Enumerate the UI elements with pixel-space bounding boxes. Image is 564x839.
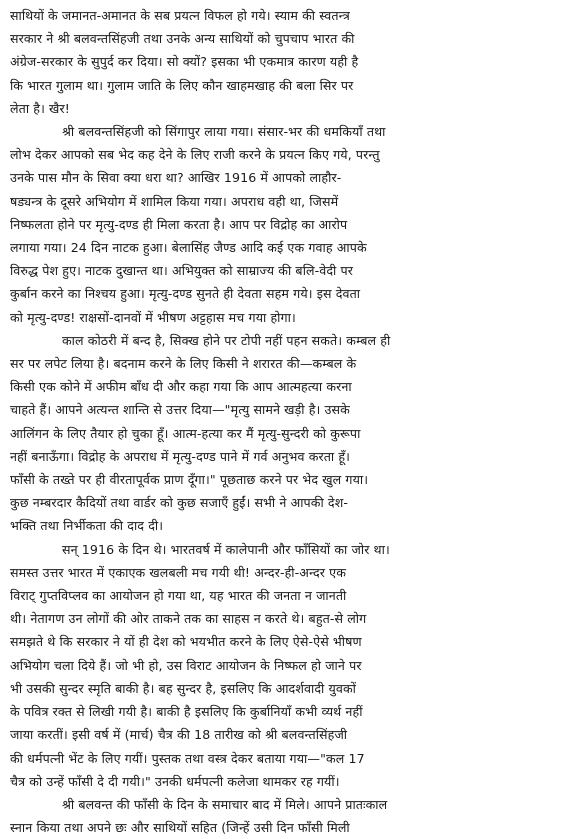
paragraph-5 [10, 793, 554, 839]
text-line: उनके पास मौन के सिवा क्या धरा था? आखिर 1916 में आपको लाहौर- [10, 170, 342, 186]
text-line: साथियों के जमानत-अमानत के सब प्रयत्न विफल हो गये। स्याम की स्वतन्त्र [10, 8, 350, 23]
paragraph-3 [10, 329, 554, 538]
text-line: काल कोठरी में बन्द है, सिक्ख होने पर टोपी नहीं पहन सकते। कम्बल ही [62, 332, 391, 348]
text-line: की धर्मपत्नी भेंट के लिए गयीं। पुस्तक तथा वस्त्र देकर बताया गया—"कल 17 [10, 750, 365, 766]
text-line: फाँसी के तख्ते पर ही वीरतापूर्वक प्राण दूँगा।" पूछताछ करने पर भेद खुल गया। [10, 472, 369, 488]
text-line: षड्यन्त्र के दूसरे अभियोग में शामिल किया गया। अपराध वही था, जिसमें [10, 193, 339, 209]
text-line: लोभ देकर आपको सब भेद कह देने के लिए राजी करने के प्रयत्न किए गये, परन्तु [10, 147, 380, 163]
text-line: सन् 1916 के दिन थे। भारतवर्ष में कालेपानी और फाँसियों का जोर था। [62, 541, 390, 557]
text-line: विरुद्ध पेश हुए। नाटक दुखान्त था। अभियुक्त को साम्राज्य की बलि-वेदी पर [10, 263, 353, 279]
text-line: लेता है। खैर! [10, 100, 70, 116]
text-line: चाहते हैं। आपने अत्यन्त शान्ति से उत्तर दिया—"मृत्यु सामने खड़ी है। उसके [10, 402, 350, 418]
text-line: सरकार ने श्री बलवन्तसिंहजी तथा उनके अन्य साथियों को चुपचाप भारत की [10, 31, 355, 47]
text-line: निष्फलता होने पर मृत्यु-दण्ड ही मिला करता है। आप पर विद्रोह का आरोप [10, 216, 348, 232]
text-line: के पवित्र रक्त से लिखी गयी है। बाकी है इसलिए कि कुर्बानियाँ कभी व्यर्थ नहीं [10, 704, 363, 720]
paragraph-1 [10, 4, 554, 120]
text-line: किसी एक कोने में अफीम बाँध दी और कहा गया कि आप आत्महत्या करना [10, 379, 352, 395]
text-line: अंग्रेज-सरकार के सुपुर्द कर दिया। सो क्यों? इसका भी एकमात्र कारण यही है [10, 54, 359, 70]
text-line: कुछ नम्बरदार कैदियों तथा वार्डर को कुछ सजाएँ हुईं। सभी ने आपकी देश- [10, 495, 349, 511]
text-line: श्री बलवन्त की फाँसी के दिन के समाचार बाद में मिले। आपने प्रातःकाल [62, 796, 388, 812]
text-line: विराट् गुप्तविप्लव का आयोजन हो गया था, यह भारत की जनता न जानती [10, 588, 347, 604]
text-line: समस्त उत्तर भारत में एकाएक खलबली मच गयी थी! अन्दर-ही-अन्दर एक [10, 564, 346, 580]
text-line: चैत्र को उन्हें फाँसी दे दी गयी।" उनकी धर्मपत्नी कलेजा थामकर रह गयीं। [10, 773, 340, 789]
text-line: थी। नेतागण उन लोगों की ओर ताकने तक का साहस न करते थे। बहुत-से लोग [10, 611, 367, 627]
text-line: को मृत्यु-दण्ड! राक्षसों-दानवों में भीषण अट्टहास मच गया होगा। [10, 309, 296, 325]
text-line: लगाया गया। 24 दिन नाटक हुआ। बेलासिंह जैण्ड आदि कई एक गवाह आपके [10, 240, 367, 256]
paragraph-4 [10, 538, 554, 793]
text-line: कुर्बान करने का निश्चय हुआ। मृत्यु-दण्ड सुनते ही देवता सहम गये। इस देवता [10, 286, 361, 302]
text-line: स्नान किया तथा अपने छः और साथियों सहित (जिन्हें उसी दिन फाँसी मिली [10, 820, 350, 836]
text-line: आलिंगन के लिए तैयार हो चुका हूँ। आत्म-हत्या कर मैं मृत्यु-सुन्दरी को कुरूपा [10, 425, 361, 441]
text-line: समझते थे कि सरकार ने यों ही देश को भयभीत करने के लिए ऐसे-ऐसे भीषण [10, 634, 362, 650]
text-line: सर पर लपेट लिया है। बदनाम करने के लिए किसी ने शरारत की—कम्बल के [10, 356, 357, 372]
text-line: कि भारत गुलाम था। गुलाम जाति के लिए कौन खाहमखाह की बला सिर पर [10, 77, 354, 93]
text-line: जाया करतीं। इसी वर्ष में (मार्च) चैत्र की 18 तारीख को श्री बलवन्तसिंहजी [10, 727, 348, 743]
text-line: भी उसकी सुन्दर स्मृति बाकी है। बह सुन्दर है, इसलिए कि आदर्शवादी युवकों [10, 680, 357, 696]
text-line: श्री बलवन्तसिंहजी को सिंगापुर लाया गया। संसार-भर की धमकियाँ तथा [62, 124, 386, 140]
text-line: भक्ति तथा निर्भीकता की दाद दी। [10, 518, 164, 534]
text-line: अभियोग चला दिये हैं। जो भी हो, उस विराट आयोजन के निष्फल हो जाने पर [10, 657, 362, 673]
paragraph-2 [10, 120, 554, 329]
text-line: नहीं बनाऊँगा। विद्रोह के अपराध में मृत्यु-दण्ड पाने में गर्व अनुभव करता हूँ। [10, 448, 351, 464]
